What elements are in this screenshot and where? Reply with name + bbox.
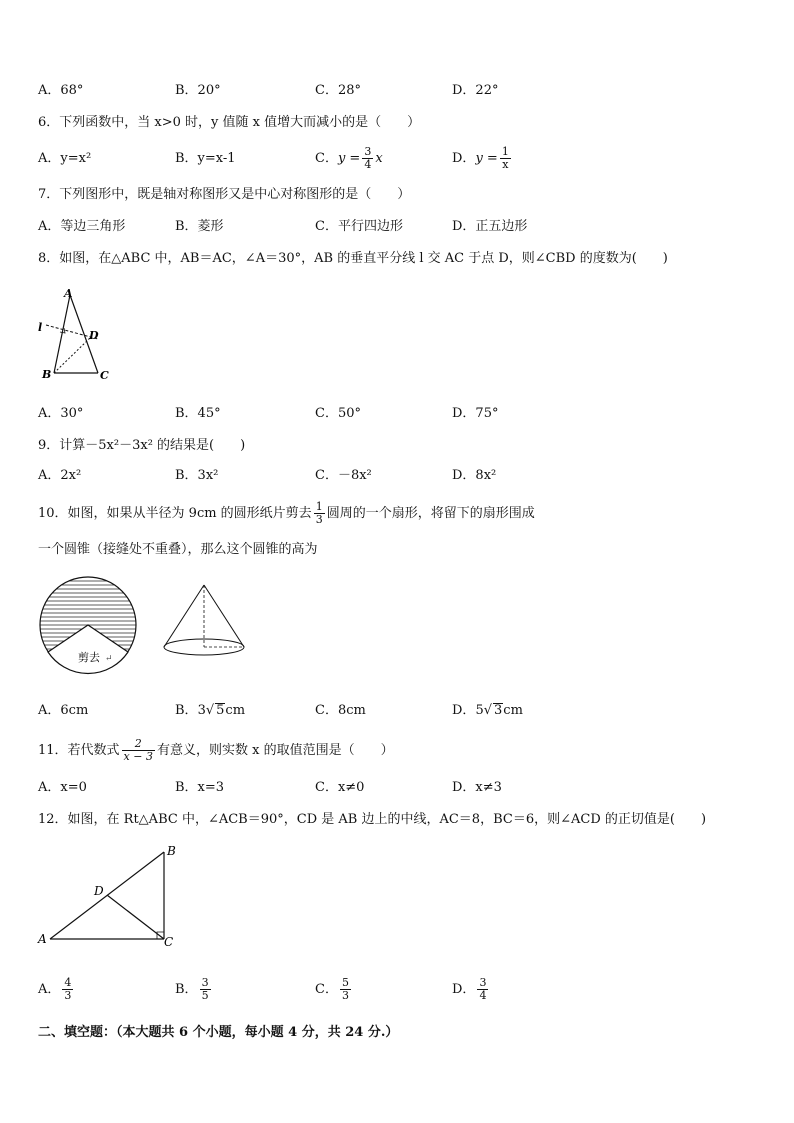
q11-stem: 11．若代数式 $\frac{2}{x - 3}$ 有意义，则实数 x 的取值范围是（ ）: [38, 737, 394, 763]
q10-stem: 10．如图，如果从半径为 9cm 的圆形纸片剪去 $\frac{1}{3}$ 圆周的一个扇形，将留下的扇形围成: [38, 500, 535, 526]
q12-label-d: D: [94, 884, 104, 898]
q10-cut-label: 剪去: [78, 651, 100, 664]
q5-option-c: C．28°: [315, 83, 361, 98]
q7-option-a: A．等边三角形: [38, 219, 126, 234]
q11-option-a: A．x=0: [38, 780, 87, 795]
q10-return-mark-icon: ↵: [105, 654, 113, 664]
section-2-heading: 二、填空题：（本大题共 6 个小题，每小题 4 分，共 24 分.）: [38, 1025, 399, 1040]
q5-option-d: D．22°: [452, 83, 499, 98]
q10-option-c: C．8cm: [315, 703, 366, 718]
q10-stem-line2: 一个圆锥（接缝处不重叠），那么这个圆锥的高为: [38, 542, 318, 557]
q10-option-d: D．5√ 3cm: [452, 703, 523, 718]
q12-option-c: C． $\frac{5}{3}$: [315, 976, 349, 1002]
q11-option-c: C．x≠0: [315, 780, 365, 795]
q8-label-d: D: [89, 329, 99, 342]
q6-option-a: A．y=x²: [38, 151, 92, 166]
q10-option-b: B．3√ 5cm: [175, 703, 246, 718]
q12-label-a: A: [38, 932, 47, 946]
q6-stem: 6．下列函数中，当 x>0 时，y 值随 x 值增大而减小的是（ ）: [38, 115, 421, 130]
q7-stem: 7．下列图形中，既是轴对称图形又是中心对称图形的是（ ）: [38, 187, 411, 202]
q8-triangle-figure: [36, 285, 126, 385]
q12-option-a: A． $\frac{4}{3}$: [38, 976, 72, 1002]
q12-triangle-figure: [36, 840, 196, 952]
q8-stem: 8．如图，在△ABC 中，AB＝AC，∠A＝30°，AB 的垂直平分线 l 交 AC 于点 D，则∠CBD 的度数为( ): [38, 251, 668, 266]
q12-stem: 12．如图，在 Rt△ABC 中，∠ACB＝90°，CD 是 AB 边上的中线，AC＝8，BC＝6，则∠ACD 的正切值是( ): [38, 812, 707, 827]
q8-label-a: A: [64, 287, 73, 300]
q9-stem: 9．计算－5x²－3x² 的结果是( ): [38, 438, 246, 453]
q6-option-c: C．y = $\frac{3}{4}$ x: [315, 145, 383, 171]
q8-label-l: l: [38, 321, 43, 334]
q12-label-c: C: [164, 935, 174, 949]
q11-option-b: B．x=3: [175, 780, 225, 795]
q11-option-d: D．x≠3: [452, 780, 502, 795]
q10-option-a: A．6cm: [38, 703, 89, 718]
q8-option-d: D．75°: [452, 406, 499, 421]
q5-option-a: A．68°: [38, 83, 84, 98]
q12-option-d: D． $\frac{3}{4}$: [452, 976, 487, 1002]
q9-option-a: A．2x²: [38, 468, 82, 483]
q8-label-c: C: [100, 369, 109, 382]
q10-figure: [38, 575, 253, 685]
q6-option-b: B．y=x-1: [175, 151, 236, 166]
q8-option-c: C．50°: [315, 406, 361, 421]
q12-label-b: B: [167, 844, 176, 858]
q8-label-b: B: [42, 368, 52, 381]
q7-option-c: C．平行四边形: [315, 219, 403, 234]
q9-option-d: D．8x²: [452, 468, 497, 483]
q8-option-a: A．30°: [38, 406, 84, 421]
q9-option-b: B．3x²: [175, 468, 219, 483]
q6-option-d: D．y = $\frac{1}{x}$: [452, 145, 509, 171]
q8-option-b: B．45°: [175, 406, 221, 421]
q12-option-b: B． $\frac{3}{5}$: [175, 976, 209, 1002]
q9-option-c: C．－8x²: [315, 468, 372, 483]
q7-option-d: D．正五边形: [452, 219, 528, 234]
q5-option-b: B．20°: [175, 83, 221, 98]
q7-option-b: B．菱形: [175, 219, 224, 234]
